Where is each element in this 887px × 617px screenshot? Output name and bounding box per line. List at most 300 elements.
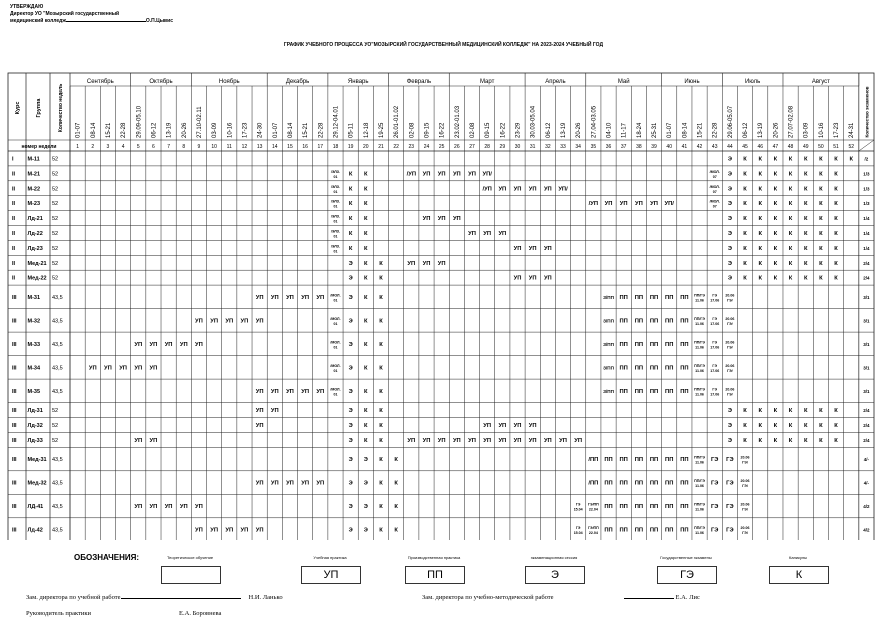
month-label: Июнь: [684, 79, 700, 85]
cell-note: 20.06: [725, 293, 735, 298]
cell-value: ПП: [634, 365, 644, 372]
week-number: 32: [545, 144, 551, 150]
cell-value: УП: [270, 480, 279, 487]
row-group: Лд-21: [27, 216, 43, 223]
week-number: 28: [484, 144, 490, 150]
cell-value: ПП: [604, 457, 613, 464]
cell-value: УП: [255, 318, 264, 325]
cell-value: К: [743, 171, 747, 178]
cell-value: К: [773, 230, 778, 237]
cell-value: К: [379, 527, 383, 534]
cell-note: 01: [333, 249, 338, 254]
header-course: Курс: [15, 101, 21, 115]
row-total: 3/1: [863, 318, 870, 324]
cell-value: К: [379, 294, 383, 301]
cell-value: УП: [119, 365, 127, 372]
cell-value: УП: [210, 527, 219, 534]
cell-note: ГЭ/: [742, 531, 748, 536]
cell-value: К: [379, 318, 383, 325]
date-label: 29.06-05.07: [727, 105, 734, 138]
row-course: II: [12, 171, 16, 178]
cell-value: К: [803, 437, 808, 444]
cell-value: УП: [543, 275, 552, 282]
row-weeks: 43,5: [52, 480, 63, 487]
cell-value: Э: [363, 504, 368, 511]
cell-value: Э: [348, 437, 353, 444]
cell-value: Э: [348, 275, 353, 282]
row-total: 2/4: [863, 422, 870, 428]
cell-value: УП: [195, 318, 203, 325]
row-group: М-22: [27, 186, 41, 193]
row-group: Мед-31: [27, 457, 47, 464]
row-group: Лд-22: [27, 230, 43, 237]
cell-value: К: [743, 260, 747, 267]
cell-value: К: [819, 245, 823, 252]
cell-value: К: [788, 245, 793, 252]
week-number: 48: [787, 144, 794, 150]
row-course: III: [12, 294, 17, 301]
month-label: Апрель: [545, 79, 566, 85]
date-label: 08-14: [682, 122, 689, 138]
cell-value: К: [819, 186, 823, 193]
row-total: 4/2: [863, 527, 870, 533]
row-course: I: [12, 156, 14, 163]
cell-value: К: [394, 480, 398, 487]
legend-caption: Государственные экзамены: [660, 555, 712, 560]
cell-value: ПП: [665, 527, 674, 534]
row-weeks: 43,5: [52, 365, 63, 372]
cell-value: Э: [348, 408, 353, 415]
row-total: 3/1: [863, 294, 870, 300]
row-course: III: [12, 341, 17, 348]
cell-value: К: [743, 245, 747, 252]
cell-value: УП: [528, 275, 537, 282]
cell-value: УП: [543, 245, 552, 252]
cell-value: К: [803, 230, 808, 237]
date-label: 20-26: [181, 122, 188, 138]
date-label: 13-19: [561, 122, 568, 138]
date-label: 26.01-01.02: [394, 105, 401, 138]
cell-value: К: [788, 156, 793, 163]
cell-value: УП: [498, 422, 507, 429]
cell-value: ПП: [619, 318, 628, 325]
week-number: 7: [167, 144, 170, 150]
cell-value: ПП: [680, 388, 689, 395]
date-label: 24-31: [849, 122, 856, 138]
cell-note: /МОЛ.: [709, 184, 720, 189]
cell-value: К: [819, 201, 823, 208]
cell-value: УП: [179, 341, 188, 348]
cell-value: УП: [270, 408, 279, 415]
cell-value: УП: [134, 365, 143, 372]
cell-value: К: [379, 422, 383, 429]
cell-value: ПП: [649, 388, 659, 395]
cell-note: /МОЛ.: [330, 363, 341, 368]
cell-note: 15.04: [573, 507, 583, 512]
cell-value: /УП: [588, 201, 599, 208]
date-label: 01-07: [272, 122, 279, 138]
cell-value: ПП: [649, 480, 659, 487]
date-label: 17-23: [834, 122, 841, 138]
cell-value: ПП: [634, 527, 644, 534]
cell-value: ПП: [665, 504, 674, 511]
cell-value: К: [758, 437, 762, 444]
cell-value: Э: [348, 422, 353, 429]
cell-note: 17.06: [710, 345, 720, 350]
week-number: 43: [711, 144, 718, 150]
cell-value: ПП: [665, 294, 674, 301]
cell-value: ПП: [619, 388, 628, 395]
cell-value: УП: [513, 245, 522, 252]
date-label: 23-29: [515, 122, 522, 138]
cell-value: УП: [422, 260, 431, 267]
row-weeks: 52: [52, 408, 59, 415]
cell-note: 11.06: [695, 392, 704, 397]
cell-note: ПП/ГЭ: [694, 293, 705, 298]
cell-value: Э: [727, 156, 732, 163]
cell-note: 07: [712, 174, 717, 179]
cell-note: 01: [333, 204, 338, 209]
cell-value: Э: [363, 480, 368, 487]
cell-value: УП: [301, 480, 310, 487]
cell-value: К: [773, 171, 778, 178]
week-number: 30: [514, 144, 521, 150]
cell-value: ПП: [680, 457, 689, 464]
cell-value: ПП: [665, 341, 674, 348]
cell-value: УП: [195, 341, 203, 348]
cell-value: К: [758, 230, 762, 237]
cell-value: К: [773, 275, 778, 282]
week-number: 37: [620, 144, 627, 150]
week-number: 12: [241, 144, 248, 150]
row-weeks: 43,5: [52, 294, 63, 301]
cell-value: К: [803, 186, 808, 193]
week-number: 6: [152, 144, 155, 150]
cell-value: Э: [727, 230, 732, 237]
row-group: ЛД-41: [27, 504, 44, 511]
cell-value: К: [773, 216, 778, 223]
date-label: 12-18: [363, 122, 370, 138]
legend-title: ОБОЗНАЧЕНИЯ:: [74, 553, 140, 562]
cell-value: УП: [543, 186, 552, 193]
row-weeks: 43,5: [52, 388, 63, 395]
cell-note: ГЭ/ПП: [587, 502, 599, 507]
cell-value: К: [819, 230, 823, 237]
cell-value: З/ПП: [603, 365, 614, 371]
cell-value: Э: [363, 457, 368, 464]
cell-value: УП: [149, 365, 158, 372]
cell-note: 15.04: [573, 531, 583, 536]
row-total: 4/-: [863, 457, 870, 463]
cell-value: К: [348, 171, 353, 178]
cell-value: УП: [164, 504, 173, 511]
row-course: III: [12, 527, 17, 534]
row-group: Лд-33: [27, 437, 43, 444]
cell-value: К: [819, 422, 823, 429]
cell-value: ПП: [680, 341, 689, 348]
row-group: М-11: [27, 156, 40, 163]
legend-box: ГЭ: [657, 566, 717, 584]
footer-practice-head-name: Е.А. Боровнева: [179, 610, 222, 617]
cell-value: УП: [452, 437, 461, 444]
date-label: 29.12-04.01: [333, 105, 340, 138]
cell-value: К: [834, 260, 838, 267]
cell-value: К: [364, 388, 368, 395]
cell-value: К: [364, 201, 368, 208]
cell-value: УП/: [482, 171, 492, 178]
date-label: 08-14: [287, 122, 294, 138]
cell-note: 17.06: [710, 298, 720, 303]
cell-value: К: [758, 186, 762, 193]
cell-value: ПП: [634, 457, 644, 464]
row-group: М-33: [27, 341, 41, 348]
cell-note: ГЭ/ПП: [587, 526, 599, 531]
cell-note: 01: [333, 368, 338, 373]
cell-value: К: [773, 422, 778, 429]
cell-value: К: [743, 275, 747, 282]
cell-value: ГЭ: [726, 504, 734, 511]
cell-value: К: [788, 408, 793, 415]
cell-note: 20.06: [725, 340, 735, 345]
cell-value: К: [834, 171, 838, 178]
week-number: 24: [423, 144, 430, 150]
cell-value: К: [758, 171, 762, 178]
week-number: 42: [696, 144, 703, 150]
cell-value: Э: [348, 388, 353, 395]
cell-note: 07: [712, 204, 717, 209]
cell-value: /ПП: [588, 457, 599, 464]
cell-note: /ЭЛЗ.: [330, 169, 341, 174]
cell-note: ГЭ: [575, 526, 581, 531]
cell-note: ГЭ: [712, 387, 718, 392]
cell-note: 17.06: [710, 392, 720, 397]
cell-value: ПП: [634, 480, 644, 487]
cell-value: УП: [483, 230, 492, 237]
cell-value: К: [379, 275, 383, 282]
cell-value: К: [834, 245, 838, 252]
date-label: 22-28: [712, 122, 719, 138]
cell-value: /УП: [482, 186, 492, 193]
week-number: 38: [636, 144, 642, 150]
cell-value: К: [758, 260, 762, 267]
cell-value: УП: [104, 365, 112, 372]
cell-value: К: [788, 260, 793, 267]
cell-note: 17.06: [710, 321, 720, 326]
cell-value: УП: [255, 480, 264, 487]
cell-note: 01: [333, 392, 338, 397]
cell-value: Э: [727, 245, 732, 252]
cell-value: УП: [437, 260, 446, 267]
week-number: 51: [833, 144, 839, 150]
cell-value: К: [758, 216, 762, 223]
cell-note: ПП/ГЭ: [694, 363, 705, 368]
cell-value: К: [788, 186, 793, 193]
week-number: 11: [226, 144, 232, 150]
cell-note: 01: [333, 298, 338, 303]
cell-value: ПП: [680, 504, 689, 511]
cell-note: 11.06: [695, 368, 704, 373]
cell-value: УП: [286, 480, 294, 487]
week-number: 18: [332, 144, 339, 150]
row-total: 1/4: [863, 216, 870, 222]
cell-value: К: [364, 437, 368, 444]
cell-value: УП: [528, 437, 537, 444]
cell-value: Э: [727, 216, 732, 223]
cell-value: ПП: [665, 388, 674, 395]
cell-note: /ЭЛЗ.: [330, 214, 341, 219]
cell-note: ПП/ГЭ: [694, 502, 705, 507]
legend-caption: экзаменационная сессия: [530, 555, 578, 560]
row-total: 2/4: [863, 275, 870, 281]
cell-value: К: [834, 437, 838, 444]
legend-caption: Учебная практика: [313, 555, 347, 560]
row-course: III: [12, 408, 17, 415]
date-label: 27.04-03.05: [591, 105, 598, 138]
date-label: 11-17: [621, 123, 628, 138]
row-course: II: [12, 260, 16, 267]
cell-value: УП: [498, 186, 507, 193]
cell-note: ГЭ: [712, 293, 718, 298]
cell-value: ГЭ: [726, 480, 734, 487]
cell-value: К: [803, 408, 808, 415]
cell-note: /МОЛ.: [330, 340, 341, 345]
cell-value: УП: [255, 388, 264, 395]
cell-value: УП: [452, 216, 461, 223]
cell-value: УП: [619, 201, 628, 208]
cell-value: УП: [255, 422, 264, 429]
legend-caption: Каникулы: [789, 555, 807, 560]
week-number: 49: [802, 144, 809, 150]
week-number: 8: [182, 144, 186, 150]
week-number: 4: [121, 144, 125, 150]
cell-note: 01: [333, 189, 338, 194]
cell-value: УП: [149, 504, 158, 511]
date-label: 23.02-01.03: [454, 105, 461, 138]
date-label: 22-28: [121, 122, 128, 138]
cell-value: К: [394, 457, 398, 464]
row-course: II: [12, 230, 16, 237]
cell-note: 20.06: [725, 363, 735, 368]
cell-value: УП: [301, 294, 310, 301]
cell-note: 22.04: [588, 507, 598, 512]
cell-value: К: [788, 201, 793, 208]
month-label: Февраль: [406, 79, 432, 85]
footer-deputy-study: Зам. директора по учебной работе Н.И. Ланько: [26, 594, 283, 601]
cell-note: /МОЛ.: [330, 387, 341, 392]
cell-value: ПП: [619, 341, 628, 348]
footer-deputy-study-name: Н.И. Ланько: [248, 594, 283, 601]
month-label: Август: [811, 79, 830, 85]
approval-line-1: Директор УО "Мозырский государственный: [10, 11, 120, 17]
cell-value: К: [773, 156, 778, 163]
cell-value: УП: [483, 437, 492, 444]
cell-value: Э: [348, 365, 353, 372]
cell-value: УП: [528, 186, 537, 193]
cell-value: К: [364, 171, 368, 178]
cell-value: К: [743, 156, 747, 163]
row-course: III: [12, 504, 17, 511]
cell-note: ПП/ГЭ: [694, 455, 705, 460]
cell-value: ПП: [680, 527, 689, 534]
row-total: 1/3: [863, 186, 870, 192]
cell-value: К: [364, 216, 368, 223]
row-group: М-32: [27, 318, 41, 325]
cell-value: К: [773, 245, 778, 252]
cell-value: УП: [316, 388, 325, 395]
month-label: Ноябрь: [218, 79, 240, 85]
cell-value: К: [819, 437, 823, 444]
cell-note: 07: [712, 189, 717, 194]
row-group: Лд-31: [27, 408, 43, 415]
cell-value: /УП: [406, 171, 417, 178]
cell-value: УП: [604, 201, 613, 208]
header-exams-count: Количество экзаменов: [864, 86, 870, 138]
row-weeks: 52: [52, 186, 59, 193]
cell-value: К: [819, 408, 823, 415]
cell-value: УП: [513, 186, 522, 193]
cell-note: ПП/ГЭ: [694, 387, 705, 392]
cell-value: К: [743, 186, 747, 193]
row-weeks: 43,5: [52, 341, 63, 348]
cell-value: УП: [195, 504, 203, 511]
row-course: II: [12, 186, 16, 193]
cell-value: УП: [225, 527, 234, 534]
cell-value: УП: [149, 437, 158, 444]
date-label: 16-22: [500, 122, 507, 138]
row-weeks: 52: [52, 156, 59, 163]
cell-value: К: [379, 437, 383, 444]
week-number: 39: [651, 144, 657, 150]
cell-value: К: [803, 216, 808, 223]
cell-value: УП: [513, 275, 522, 282]
cell-value: ПП: [649, 294, 659, 301]
cell-value: К: [834, 201, 838, 208]
cell-value: К: [803, 260, 808, 267]
cell-value: УП: [574, 437, 583, 444]
cell-value: К: [379, 365, 383, 372]
week-number: 21: [378, 144, 384, 150]
date-label: 20-26: [773, 122, 780, 138]
cell-value: УП: [255, 408, 264, 415]
cell-value: УП: [286, 294, 294, 301]
cell-value: З/ПП: [603, 318, 614, 324]
date-label: 10-16: [818, 122, 825, 138]
cell-note: 20.06: [740, 479, 750, 484]
cell-value: УП: [164, 341, 173, 348]
cell-note: ГЭ/: [742, 484, 748, 489]
row-weeks: 52: [52, 230, 59, 237]
cell-note: 11.06: [695, 321, 704, 326]
cell-value: УП/: [664, 201, 674, 208]
row-weeks: 52: [52, 437, 59, 444]
row-course: III: [12, 457, 17, 464]
row-weeks: 52: [52, 216, 59, 223]
approval-line-2: медицинский колледж О.П.Цывис: [10, 18, 173, 24]
cell-value: К: [834, 408, 838, 415]
row-course: III: [12, 388, 17, 395]
cell-value: УП: [513, 437, 522, 444]
cell-value: ПП: [649, 504, 659, 511]
cell-value: К: [803, 201, 808, 208]
cell-value: К: [834, 216, 838, 223]
cell-value: ПП: [665, 457, 674, 464]
cell-value: УП: [240, 527, 249, 534]
cell-value: ПП: [619, 365, 628, 372]
date-label: 09-15: [424, 122, 431, 138]
week-number: 3: [106, 144, 110, 150]
cell-value: К: [348, 201, 353, 208]
date-label: 27.07-02.08: [788, 105, 795, 138]
